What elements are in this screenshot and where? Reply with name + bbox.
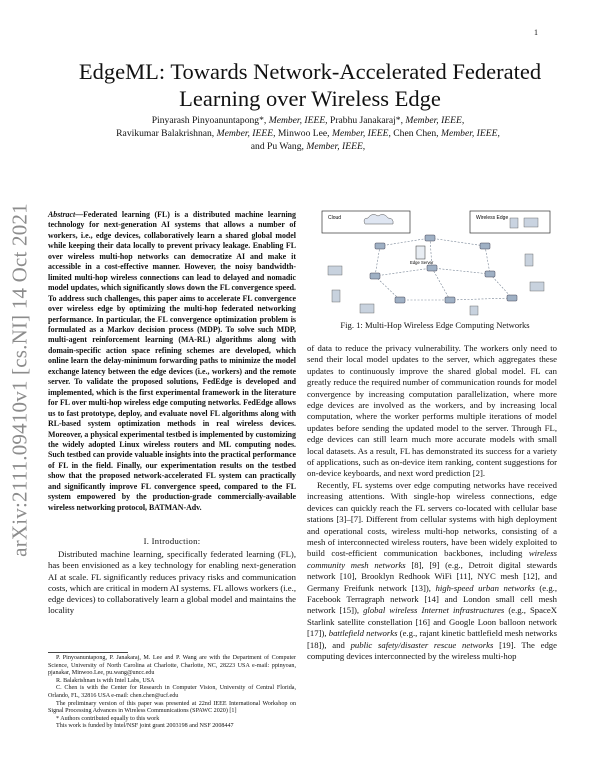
router-icon: [445, 297, 455, 303]
paragraph: of data to reduce the privacy vulnerability. The workers only need to send their local model updates to the server, which aggregates these updates to continuously improve the shared global model. FL can greatly reduce the required number of communication rounds for model convergence by increasing computation parallelization, where more edge devices are involved as the workers, and by increasing local computation, where the worker performs multiple iterations of model updates before sending the updated model to the server. Through FL, edge devices can still learn much more accurate models with small local datasets. As a result, FL has demonstrated its success for a variety of applications, such as on-device item ranking, content suggestions for on-device keyboards, and next word prediction [2].: [307, 343, 557, 479]
device-icon: [470, 306, 478, 315]
device-icon: [510, 218, 518, 228]
router-icon: [395, 297, 405, 303]
section-heading-introduction: I. Introduction:: [143, 536, 201, 546]
router-icon: [480, 243, 490, 249]
arxiv-stamp: [2, 180, 38, 580]
right-column-text: [307, 343, 557, 662]
abstract-text: —Federated learning (FL) is a distributed machine learning technology for next-generation AI systems that allows a number of workers, i.e., edge devices, collaboratively learn a shared global model while keeping their data locally to prevent privacy leakage. Enabling FL over wireless multi-hop networks can democratize AI and make it accessible in a cost-effective manner. However, the noisy bandwidth-limited multi-hop wireless connections can lead to delayed and nomadic model updates, which significantly slows down the FL convergence speed. To address such challenges, this paper aims to accelerate FL convergence over wireless edge by optimizing the multi-hop federated networking performance. In particular, the FL convergence optimization problem is formulated as a Markov decision process (MDP). To solve such MDP, multi-agent reinforcement learning (MA-RL) algorithms along with domain-specific action space refining schemes are developed, which online learn the delay-minimum forwarding paths to minimize the model exchange latency between the edge devices (i.e., workers) and the remote server. To validate the proposed solutions, FedEdge is developed and implemented, which is the first experimental framework in the literature for FL over multi-hop wireless edge computing networks. FedEdge allows us to fast prototype, deploy, and evaluate novel FL algorithms along with RL-based system optimization methods in real wireless devices. Moreover, a physical experimental testbed is implemented by customizing the widely adopted Linux wireless routers and ML computing nodes. Such testbed can provide valuable insights into the practical performance of FL in the field. Finally, our experimentation results on the testbed show that the proposed network-accelerated FL system can practically and significantly improve FL convergence speed, compared to the FL system empowered by the production-grade commercially-available wireless networking protocol, BATMAN-Adv.: [48, 210, 296, 512]
author-line-1: Pinyarash Pinyoanuntapong*, Member, IEEE, Prabhu Janakaraj*, Member, IEEE,: [151, 115, 465, 126]
figure-network-diagram: [320, 208, 552, 316]
router-icon: [375, 243, 385, 249]
page-number: 1: [534, 28, 538, 37]
laptop-icon: [530, 282, 544, 291]
footnote: This work is funded by Intel/NSF joint grant 2003198 and NSF 2008447: [56, 723, 234, 730]
router-icon: [507, 295, 517, 301]
footnote: R. Balakrishnan is with Intel Labs, USA: [56, 677, 155, 684]
edge-server-label: Edge Server: [410, 260, 434, 265]
paper-title: [40, 58, 580, 112]
edge-devices: [328, 254, 544, 315]
footnote: The preliminary version of this paper was presented at 22nd IEEE International Workshop on Signal Processing Advances in Wireless Communications (SPAWC 2020) [1]: [48, 700, 296, 715]
author-list: [70, 114, 546, 153]
figure-caption: Fig. 1: Multi-Hop Wireless Edge Computing Networks: [340, 320, 530, 330]
device-icon: [525, 254, 533, 266]
router-icon: [425, 235, 435, 241]
footnote: C. Chen is with the Center for Research in Computer Vision, University of Central Florida, Orlando, FL, 32816 USA e-mail: chen.chen@ucf.edu: [48, 685, 296, 699]
server-icon: [416, 246, 425, 259]
laptop-icon: [524, 218, 538, 227]
author-line-2: Ravikumar Balakrishnan, Member, IEEE, Minwoo Lee, Member, IEEE, Chen Chen, Member, IEEE,: [116, 128, 500, 139]
router-icon: [370, 273, 380, 279]
abstract-label: Abstract: [48, 210, 76, 219]
network-diagram: [320, 208, 552, 316]
author-line-3: and Pu Wang, Member, IEEE,: [250, 141, 366, 152]
title-line-1: EdgeML: Towards Network-Accelerated Federated: [78, 59, 542, 84]
footnote: P. Pinyoanuntapong, P. Janakaraj, M. Lee and P. Wang are with the Department of Computer Science, University of North Carolina at Charlotte, Charlotte, NC, 28223 USA e-mail: ppinyoan, pjanakar, Minwoo.Lee, pu.wang@uncc.edu: [48, 655, 296, 677]
title-line-2: Learning over Wireless Edge: [179, 86, 441, 111]
footnotes: [48, 655, 296, 731]
paragraph: Recently, FL systems over edge computing networks have received increasing attentions. With single-hop wireless connections, edge devices can quickly reach the FL servers co-located with cellular base stations [3]–[7]. Different from cellular systems with high deployment and operational costs, wireless multi-hop networks, consisting of a mesh of interconnected wireless routers, have been widely exploited to build cost-efficient communication backbones, including wireless community mesh networks [8], [9] (e.g., Detroit digital stewards network [10], Brooklyn Redhook WiFi [11], NYC mesh [12], and Germany Freifunk network [13]), high-speed urban networks (e.g., Facebook Terragraph network [14] and London small cell mesh network [15]), global wireless Internet infrastructures (e.g., SpaceX Starlink satellite constellation [16] and Google Loon balloon network [17]), battlefield networks (e.g., rajant kinetic battlefield mesh networks [18]), and public safety/disaster rescue networks [19]. The edge computing devices interconnected by the wireless multi-hop: [307, 479, 558, 661]
arxiv-stamp-text: arXiv:2111.09410v1 [cs.NI] 14 Oct 2021: [7, 203, 32, 557]
router-icon: [427, 265, 437, 271]
laptop-icon: [328, 266, 342, 275]
laptop-icon: [360, 304, 374, 313]
mesh-links: [375, 238, 512, 300]
router-icon: [485, 271, 495, 277]
device-icon: [332, 290, 340, 302]
cloud-label: Cloud: [328, 215, 342, 221]
wireless-edge-label: Wireless Edge: [476, 215, 509, 221]
footnote-rule: [48, 652, 128, 653]
abstract: [48, 210, 296, 513]
footnote: * Authors contributed equally to this work: [56, 715, 160, 722]
introduction-text: Distributed machine learning, specifically federated learning (FL), has been envisioned as a key technology for enabling next-generation AI at scale. FL significantly reduces privacy risks and communication costs, which are critical in modern AI systems. FL allows workers (i.e., edge devices) to collaboratively learn a global model and maintains the locality: [48, 549, 296, 616]
